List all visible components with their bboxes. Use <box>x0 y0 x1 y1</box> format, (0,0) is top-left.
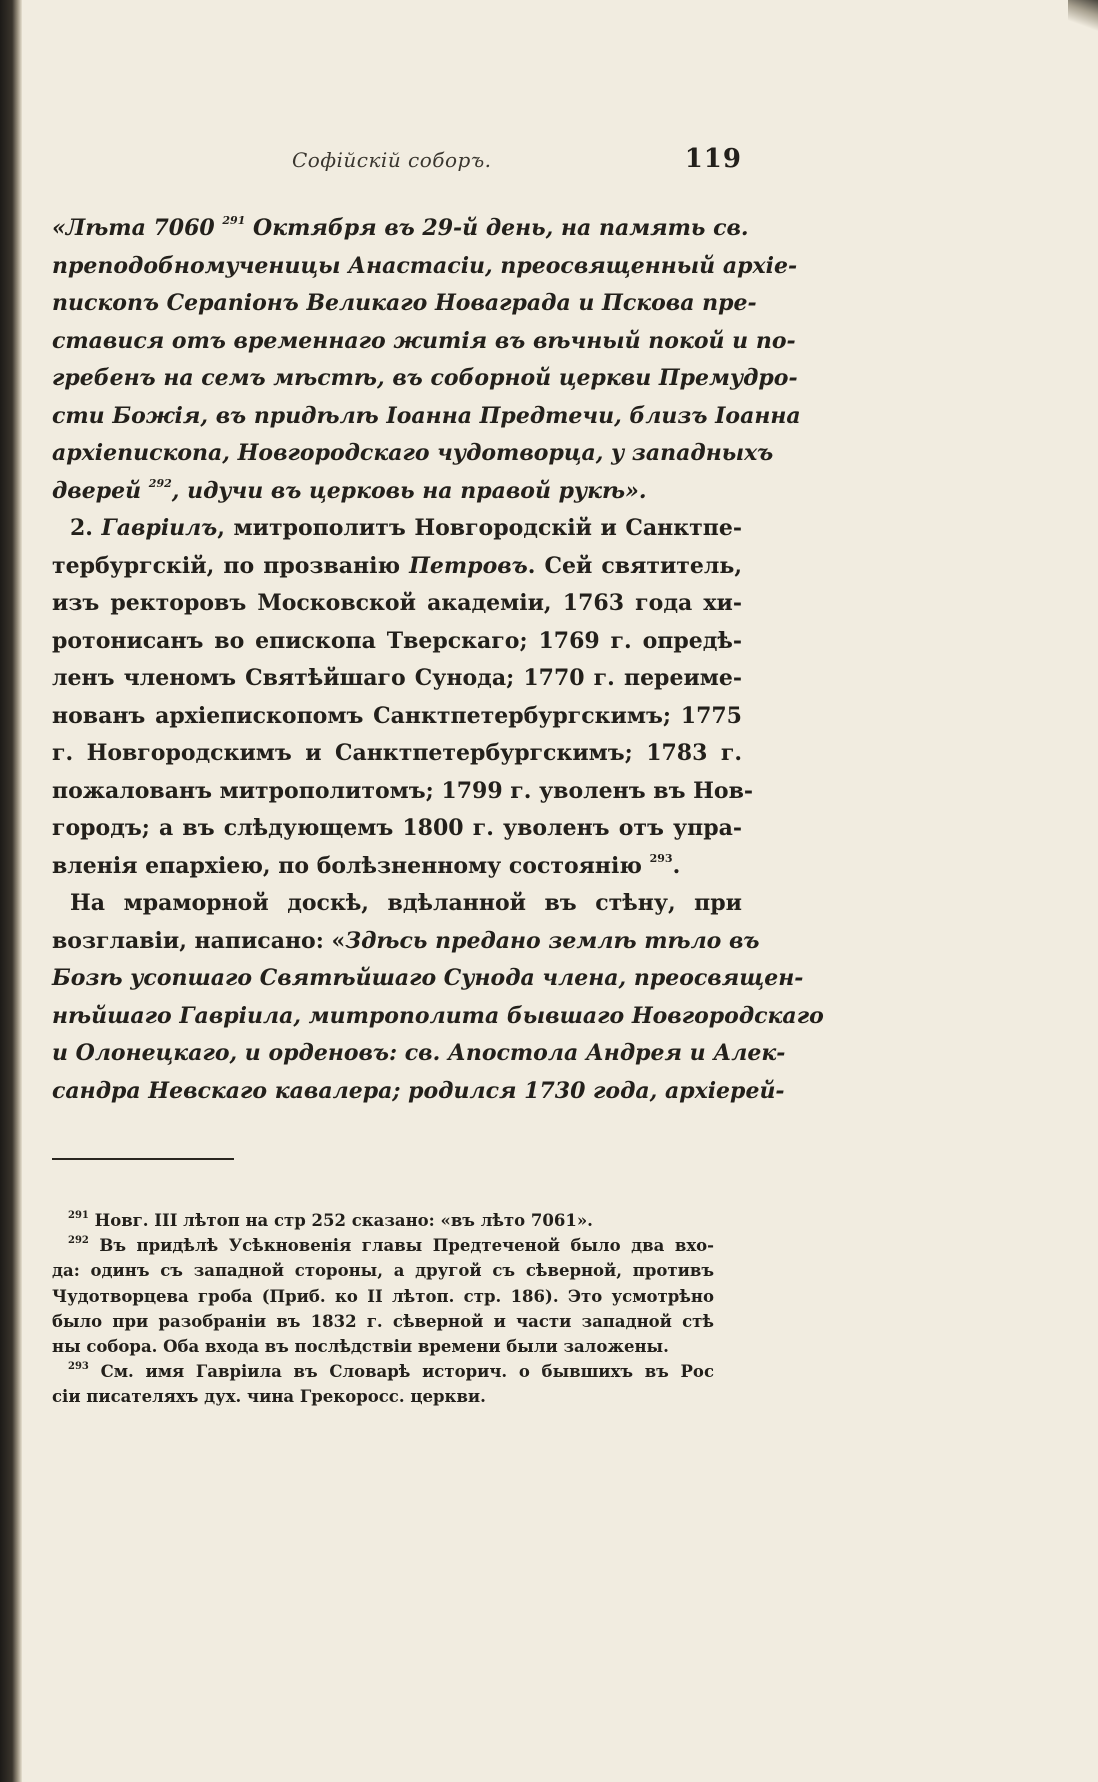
text-line <box>52 210 749 248</box>
footnote-ref-291[interactable]: 291 <box>222 214 246 227</box>
footnotes <box>52 1208 714 1410</box>
footnote-line: ны собора. Оба входа въ послѣдствіи времени были заложены. <box>52 1336 669 1356</box>
footnote-line: было при разобраніи въ 1832 г. сѣверной и части западной стѣ <box>52 1311 714 1331</box>
text-fragment: , идучи въ церковь на правой рукѣ». <box>171 477 647 504</box>
text-line: пожалованъ митрополитомъ; 1799 г. уволенъ въ Нов- <box>52 777 753 804</box>
running-head-title: Софійскій соборъ. <box>292 148 492 172</box>
page-corner-shadow <box>1068 0 1098 34</box>
person-surname: Петровъ <box>409 552 528 579</box>
text-line: архіепископа, Новгородскаго чудотворца, у западныхъ <box>52 440 774 466</box>
entry-number: 2. <box>70 515 93 541</box>
text-line: изъ ректоровъ Московской академіи, 1763 года хи- <box>52 590 742 616</box>
person-name: Гавріилъ <box>101 515 218 541</box>
quote-mark: « <box>52 215 66 241</box>
page-number: 119 <box>684 144 742 174</box>
text-line: преподобномученицы Анастасіи, преосвященный архіе- <box>52 252 798 279</box>
text-fragment: тербургскій, по прозванію <box>52 552 410 579</box>
text-fragment: Здѣсь предано землѣ тѣло въ <box>345 927 760 954</box>
text-line: На мраморной доскѣ, вдѣланной въ стѣну, при <box>70 890 742 916</box>
footnote-mark: 292 <box>68 1235 89 1247</box>
text-fragment: вленія епархіею, по болѣзненному состоянію <box>52 852 642 879</box>
footnote-text: Въ придѣлѣ Усѣкновенія главы Предтеченой было два вхо- <box>99 1236 715 1256</box>
text-line: ставися отъ временнаго житія въ вѣчный покой и по- <box>52 327 796 354</box>
text-fragment: возглавіи, написано: « <box>52 927 346 954</box>
main-text <box>52 210 824 1110</box>
footnote-292 <box>52 1233 714 1258</box>
text-line: гребенъ на семъ мѣстѣ, въ соборной церкви Премудро- <box>52 365 798 391</box>
text-line: нованъ архіепископомъ Санктпетербургскимъ; 1775 <box>52 702 742 729</box>
text-fragment: дверей <box>52 477 142 504</box>
footnote-line: сіи писателяхъ дух. чина Грекоросс. церкви. <box>52 1387 486 1407</box>
footnote-mark: 291 <box>68 1210 89 1221</box>
text-line <box>52 923 760 961</box>
footnote-text: Новг. III лѣтоп на стр 252 сказано: «въ лѣто 7061». <box>94 1211 593 1230</box>
text-line: сандра Невскаго кавалера; родился 1730 года, архіерей- <box>52 1077 785 1104</box>
text-line: нѣйшаго Гавріила, митрополита бывшаго Новгородскаго <box>52 1002 824 1029</box>
text-line <box>52 848 742 886</box>
footnote-ref-293[interactable]: 293 <box>649 851 673 865</box>
text-fragment: , митрополитъ Новгородскій и Санктпе- <box>217 515 742 541</box>
footnote-ref-292[interactable]: 292 <box>148 476 172 490</box>
footnote-293 <box>52 1359 714 1384</box>
text-line: пископъ Серапіонъ Великаго Новаграда и Пскова пре- <box>52 290 757 316</box>
footnote-line: да: одинъ съ западной стороны, а другой съ сѣверной, противъ <box>52 1261 714 1281</box>
text-line: г. Новгородскимъ и Санктпетербургскимъ; 1783 г. <box>52 740 742 766</box>
text-line <box>52 510 742 548</box>
footnote-mark: 293 <box>68 1361 89 1373</box>
text-line: сти Божія, въ придѣлѣ Іоанна Предтечи, близъ Іоанна <box>52 402 801 429</box>
text-line: и Олонецкаго, и орденовъ: св. Апостола Андрея и Алек- <box>52 1040 786 1066</box>
text-line: Бозѣ усопшаго Святѣйшаго Сунода члена, преосвящен- <box>52 965 804 991</box>
text-fragment: . <box>672 852 681 879</box>
footnote-291 <box>52 1208 714 1233</box>
running-head <box>52 144 742 178</box>
footnote-separator <box>52 1158 234 1160</box>
footnote-text: См. имя Гавріила въ Словарѣ историч. о бывшихъ въ Рос <box>100 1362 714 1382</box>
footnote-line: Чудотворцева гроба (Приб. ко II лѣтоп. стр. 186). Это усмотрѣно <box>52 1286 714 1306</box>
text-line: ротонисанъ во епископа Тверскаго; 1769 г. опредѣ- <box>52 627 742 654</box>
text-line: городъ; а въ слѣдующемъ 1800 г. уволенъ отъ упра- <box>52 815 742 841</box>
book-page <box>52 0 824 1782</box>
text-line <box>52 473 742 511</box>
text-fragment: . Сей святитель, <box>527 552 743 579</box>
text-fragment: Октября въ 29-й день, на память св. <box>253 215 749 241</box>
book-spine-shadow <box>0 0 22 1782</box>
text-line: ленъ членомъ Святѣйшаго Сунода; 1770 г. переиме- <box>52 665 742 691</box>
text-line <box>52 548 742 586</box>
text-fragment: Лѣта 7060 <box>65 215 215 241</box>
